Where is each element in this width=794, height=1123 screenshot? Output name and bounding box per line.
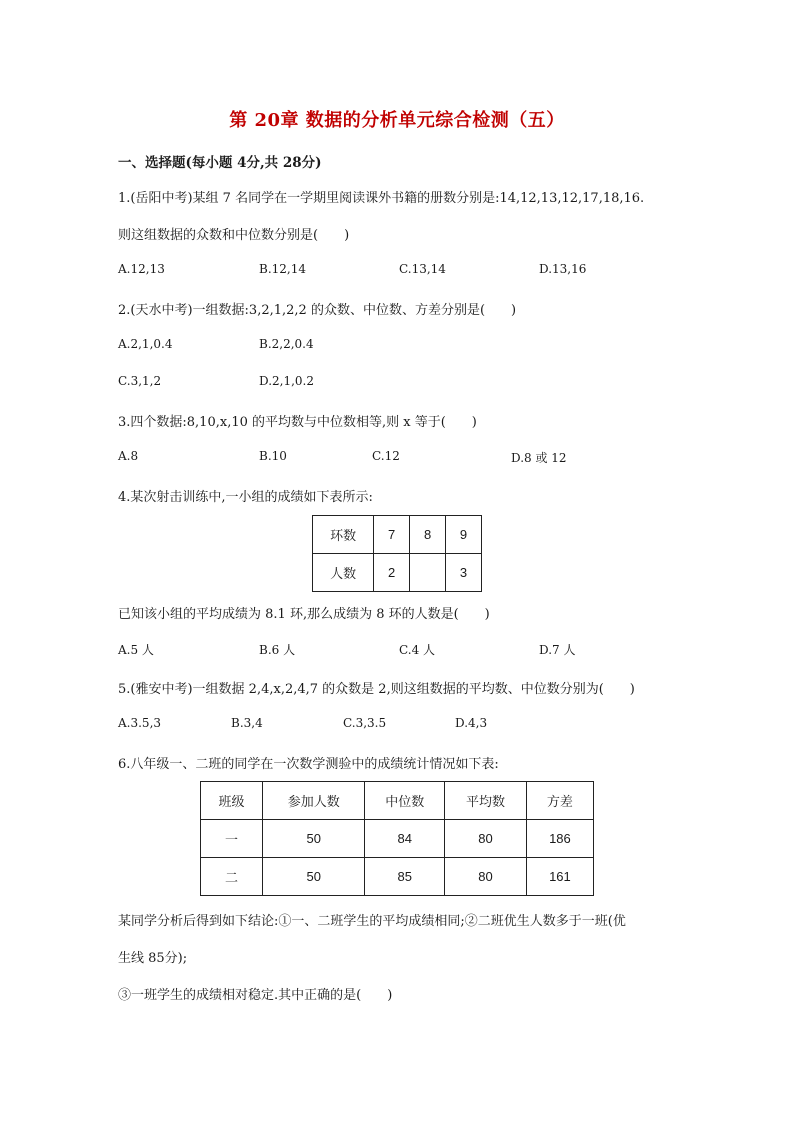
- q4-option-c: C.4 人: [399, 643, 436, 657]
- table-cell: 二: [201, 858, 263, 896]
- q3-option-b: B.10: [259, 449, 287, 463]
- q6-conclusion-line3: ③一班学生的成绩相对稳定.其中正确的是( ): [118, 988, 393, 1003]
- q1-stem-line1: 1.(岳阳中考)某组 7 名同学在一学期里阅读课外书籍的册数分别是:14,12,13,12,17,18,16.: [118, 191, 645, 206]
- table-header-cell: 方差: [526, 782, 593, 820]
- table-cell: 2: [374, 554, 410, 592]
- table-cell: 80: [445, 858, 527, 896]
- table-row: [313, 516, 482, 554]
- table-row: [313, 554, 482, 592]
- table-cell: 3: [446, 554, 482, 592]
- q2-stem: 2.(天水中考)一组数据:3,2,1,2,2 的众数、中位数、方差分别是( ): [118, 303, 517, 318]
- table-cell: 50: [263, 858, 365, 896]
- q3-stem: 3.四个数据:8,10,x,10 的平均数与中位数相等,则 x 等于( ): [118, 415, 477, 430]
- document-title: 第 20章 数据的分析单元综合检测（五）: [229, 110, 565, 131]
- q3-option-a: A.8: [118, 449, 139, 463]
- table-row: [201, 858, 594, 896]
- q1-option-d: D.13,16: [539, 262, 587, 276]
- q5-option-c: C.3,3.5: [343, 716, 387, 730]
- table-cell: 85: [365, 858, 445, 896]
- q1-option-a: A.12,13: [118, 262, 165, 276]
- table-header-cell: 中位数: [365, 782, 445, 820]
- table-cell: 9: [446, 516, 482, 554]
- table-header-cell: 参加人数: [263, 782, 365, 820]
- section-heading: 一、选择题(每小题 4分,共 28分): [118, 155, 322, 171]
- q6-conclusion-line2: 生线 85分);: [118, 951, 188, 966]
- q1-option-b: B.12,14: [259, 262, 306, 276]
- q4-option-a: A.5 人: [118, 643, 154, 657]
- table-cell: 一: [201, 820, 263, 858]
- q4-score-table: [312, 515, 482, 592]
- q5-stem: 5.(雅安中考)一组数据 2,4,x,2,4,7 的众数是 2,则这组数据的平均数、中位数分别为( ): [118, 682, 635, 697]
- q1-stem-line2: 则这组数据的众数和中位数分别是( ): [118, 228, 350, 243]
- q3-option-c: C.12: [372, 449, 400, 463]
- table-row: [201, 820, 594, 858]
- table-cell: 人数: [313, 554, 374, 592]
- q4-option-b: B.6 人: [259, 643, 296, 657]
- q6-class-stats-table: [200, 781, 594, 896]
- table-cell: [410, 554, 446, 592]
- q5-option-d: D.4,3: [455, 716, 488, 730]
- q3-option-d: D.8 或 12: [511, 451, 567, 465]
- table-header-cell: 平均数: [445, 782, 527, 820]
- table-header-row: [201, 782, 594, 820]
- q2-option-a: A.2,1,0.4: [118, 337, 173, 351]
- q6-stem: 6.八年级一、二班的同学在一次数学测验中的成绩统计情况如下表:: [118, 757, 499, 772]
- q4-option-d: D.7 人: [539, 643, 576, 657]
- table-cell: 8: [410, 516, 446, 554]
- table-cell: 84: [365, 820, 445, 858]
- q4-question: 已知该小组的平均成绩为 8.1 环,那么成绩为 8 环的人数是( ): [118, 607, 490, 622]
- table-cell: 80: [445, 820, 527, 858]
- table-cell: 50: [263, 820, 365, 858]
- q5-option-b: B.3,4: [231, 716, 263, 730]
- table-cell: 环数: [313, 516, 374, 554]
- table-cell: 7: [374, 516, 410, 554]
- table-cell: 186: [526, 820, 593, 858]
- table-cell: 161: [526, 858, 593, 896]
- q2-option-c: C.3,1,2: [118, 374, 162, 388]
- q1-option-c: C.13,14: [399, 262, 446, 276]
- q5-option-a: A.3.5,3: [118, 716, 162, 730]
- q6-conclusion-line1: 某同学分析后得到如下结论:①一、二班学生的平均成绩相同;②二班优生人数多于一班(优: [118, 914, 626, 929]
- q4-stem: 4.某次射击训练中,一小组的成绩如下表所示:: [118, 490, 373, 505]
- q2-option-d: D.2,1,0.2: [259, 374, 314, 388]
- table-header-cell: 班级: [201, 782, 263, 820]
- q2-option-b: B.2,2,0.4: [259, 337, 314, 351]
